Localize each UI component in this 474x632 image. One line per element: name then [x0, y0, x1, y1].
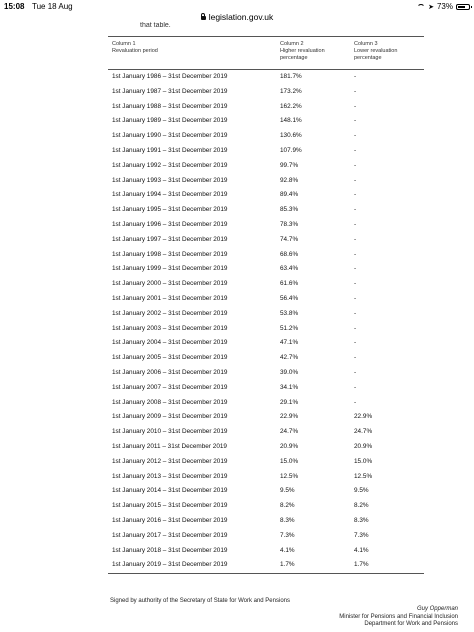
- header-col-desc: Lower revaluation percentage: [354, 48, 398, 61]
- cell-period: 1st January 2008 – 31st December 2019: [112, 398, 228, 406]
- table-row: [108, 248, 424, 263]
- cell-higher-percentage: 74.7%: [280, 235, 299, 243]
- cell-higher-percentage: 148.1%: [280, 117, 302, 125]
- cell-period: 1st January 1997 – 31st December 2019: [112, 235, 228, 243]
- cell-lower-percentage: 7.3%: [354, 531, 369, 539]
- cell-lower-percentage: -: [354, 161, 357, 169]
- cell-period: 1st January 2012 – 31st December 2019: [112, 457, 228, 465]
- cell-higher-percentage: 24.7%: [280, 428, 299, 436]
- cell-period: 1st January 1999 – 31st December 2019: [112, 265, 228, 273]
- cell-period: 1st January 2015 – 31st December 2019: [112, 502, 228, 510]
- table-row: [108, 514, 424, 529]
- cell-period: 1st January 2013 – 31st December 2019: [112, 472, 228, 480]
- table-row: [108, 292, 424, 307]
- cell-lower-percentage: -: [354, 368, 357, 376]
- header-column-3: [354, 41, 420, 62]
- cell-higher-percentage: 173.2%: [280, 87, 302, 95]
- table-row: [108, 144, 424, 159]
- table-row: [108, 277, 424, 292]
- cell-higher-percentage: 7.3%: [280, 531, 295, 539]
- signer-department: Department for Work and Pensions: [364, 621, 458, 627]
- cell-lower-percentage: -: [354, 265, 357, 273]
- cell-higher-percentage: 22.9%: [280, 413, 299, 421]
- cell-period: 1st January 1996 – 31st December 2019: [112, 220, 228, 228]
- status-bar: [0, 0, 474, 22]
- cell-higher-percentage: 34.1%: [280, 383, 299, 391]
- cell-period: 1st January 2003 – 31st December 2019: [112, 324, 228, 332]
- cell-lower-percentage: 24.7%: [354, 428, 373, 436]
- table-row: [108, 85, 424, 100]
- cell-higher-percentage: 78.3%: [280, 220, 299, 228]
- cell-period: 1st January 2017 – 31st December 2019: [112, 531, 228, 539]
- header-col-label: Column 2: [280, 41, 304, 47]
- header-col-desc: Revaluation period: [112, 48, 158, 54]
- cell-higher-percentage: 39.0%: [280, 368, 299, 376]
- table-row: [108, 410, 424, 425]
- cell-higher-percentage: 42.7%: [280, 354, 299, 362]
- cell-period: 1st January 1992 – 31st December 2019: [112, 161, 228, 169]
- cell-higher-percentage: 51.2%: [280, 324, 299, 332]
- lock-icon: [201, 16, 206, 20]
- cell-period: 1st January 1987 – 31st December 2019: [112, 87, 228, 95]
- cell-lower-percentage: -: [354, 146, 357, 154]
- address-url: legislation.gov.uk: [208, 12, 274, 22]
- cell-period: 1st January 2001 – 31st December 2019: [112, 294, 228, 302]
- header-col-label: Column 1: [112, 41, 136, 47]
- signature-block: [339, 606, 458, 629]
- cell-lower-percentage: -: [354, 220, 357, 228]
- cell-lower-percentage: -: [354, 73, 357, 80]
- revaluation-table: [108, 36, 424, 574]
- cell-lower-percentage: -: [354, 354, 357, 362]
- table-row: [108, 336, 424, 351]
- cell-lower-percentage: 15.0%: [354, 457, 373, 465]
- cell-period: 1st January 1993 – 31st December 2019: [112, 176, 228, 184]
- cell-higher-percentage: 99.7%: [280, 161, 299, 169]
- cell-lower-percentage: -: [354, 206, 357, 214]
- cell-period: 1st January 1990 – 31st December 2019: [112, 132, 228, 140]
- table-row: [108, 70, 424, 85]
- cell-lower-percentage: -: [354, 235, 357, 243]
- table-row: [108, 544, 424, 559]
- cell-period: 1st January 1994 – 31st December 2019: [112, 191, 228, 199]
- table-row: [108, 203, 424, 218]
- cell-higher-percentage: 15.0%: [280, 457, 299, 465]
- cell-lower-percentage: -: [354, 176, 357, 184]
- cell-period: 1st January 1988 – 31st December 2019: [112, 102, 228, 110]
- table-row: [108, 322, 424, 337]
- cell-period: 1st January 2011 – 31st December 2019: [112, 442, 227, 450]
- table-row: [108, 174, 424, 189]
- table-row: [108, 100, 424, 115]
- battery-percent: 73%: [436, 2, 453, 11]
- cell-higher-percentage: 8.3%: [280, 516, 295, 524]
- header-column-2: [280, 41, 346, 62]
- cell-higher-percentage: 12.5%: [280, 472, 299, 480]
- cell-higher-percentage: 61.6%: [280, 280, 299, 288]
- cell-lower-percentage: -: [354, 309, 357, 317]
- cell-higher-percentage: 20.9%: [280, 442, 299, 450]
- cell-lower-percentage: -: [354, 87, 357, 95]
- table-row: [108, 396, 424, 411]
- cell-higher-percentage: 8.2%: [280, 502, 295, 510]
- cell-lower-percentage: -: [354, 383, 357, 391]
- cut-off-text: that table.: [140, 22, 171, 27]
- table-row: [108, 351, 424, 366]
- cell-period: 1st January 2005 – 31st December 2019: [112, 354, 228, 362]
- table-header-row: [108, 37, 424, 69]
- status-indicators: [417, 2, 470, 11]
- header-col-label: Column 3: [354, 41, 378, 47]
- wifi-icon: [417, 4, 425, 10]
- cell-period: 1st January 2000 – 31st December 2019: [112, 280, 228, 288]
- cell-period: 1st January 1998 – 31st December 2019: [112, 250, 228, 258]
- cell-higher-percentage: 29.1%: [280, 398, 299, 406]
- cell-higher-percentage: 53.8%: [280, 309, 299, 317]
- cell-lower-percentage: -: [354, 250, 357, 258]
- location-icon: ➤: [428, 3, 434, 11]
- table-row: [108, 159, 424, 174]
- cell-higher-percentage: 63.4%: [280, 265, 299, 273]
- cell-higher-percentage: 92.8%: [280, 176, 299, 184]
- cell-period: 1st January 2016 – 31st December 2019: [112, 516, 228, 524]
- signer-name: Guy Opperman: [416, 606, 458, 612]
- table-row: [108, 529, 424, 544]
- cell-period: 1st January 1991 – 31st December 2019: [112, 146, 228, 154]
- table-body: [108, 70, 424, 573]
- cell-period: 1st January 2014 – 31st December 2019: [112, 487, 228, 495]
- cell-higher-percentage: 89.4%: [280, 191, 299, 199]
- address-bar[interactable]: [0, 12, 474, 22]
- cell-higher-percentage: 162.2%: [280, 102, 302, 110]
- cell-lower-percentage: 9.5%: [354, 487, 369, 495]
- table-bottom-rule: [108, 573, 424, 574]
- battery-fill: [458, 6, 465, 8]
- header-col-desc: Higher revaluation percentage: [280, 48, 325, 61]
- table-row: [108, 366, 424, 381]
- status-time: 15:08: [4, 2, 25, 11]
- cell-lower-percentage: -: [354, 339, 357, 347]
- cell-lower-percentage: -: [354, 398, 357, 406]
- cell-lower-percentage: 8.3%: [354, 516, 369, 524]
- table-row: [108, 425, 424, 440]
- table-row: [108, 484, 424, 499]
- table-row: [108, 233, 424, 248]
- table-row: [108, 440, 424, 455]
- cell-period: 1st January 2002 – 31st December 2019: [112, 309, 228, 317]
- table-row: [108, 262, 424, 277]
- cell-higher-percentage: 9.5%: [280, 487, 295, 495]
- table-row: [108, 188, 424, 203]
- status-date: Tue 18 Aug: [32, 2, 73, 11]
- cell-lower-percentage: -: [354, 280, 357, 288]
- table-row: [108, 499, 424, 514]
- cell-higher-percentage: 85.3%: [280, 206, 299, 214]
- cell-lower-percentage: 22.9%: [354, 413, 373, 421]
- cell-lower-percentage: 4.1%: [354, 546, 369, 554]
- cell-higher-percentage: 56.4%: [280, 294, 299, 302]
- table-row: [108, 470, 424, 485]
- battery-icon: [456, 4, 470, 10]
- cell-higher-percentage: 68.6%: [280, 250, 299, 258]
- cell-period: 1st January 1986 – 31st December 2019: [112, 73, 228, 80]
- cell-period: 1st January 2009 – 31st December 2019: [112, 413, 228, 421]
- cell-lower-percentage: -: [354, 132, 357, 140]
- cell-lower-percentage: 12.5%: [354, 472, 373, 480]
- cell-lower-percentage: -: [354, 102, 357, 110]
- table-row: [108, 129, 424, 144]
- header-column-1: [112, 41, 158, 55]
- table-row: [108, 218, 424, 233]
- cell-lower-percentage: 1.7%: [354, 561, 369, 569]
- cell-period: 1st January 2019 – 31st December 2019: [112, 561, 228, 569]
- cell-higher-percentage: 4.1%: [280, 546, 295, 554]
- cell-period: 1st January 2006 – 31st December 2019: [112, 368, 228, 376]
- table-row: [108, 558, 424, 573]
- cell-period: 1st January 2004 – 31st December 2019: [112, 339, 228, 347]
- table-row: [108, 381, 424, 396]
- cell-higher-percentage: 181.7%: [280, 73, 302, 80]
- cell-lower-percentage: -: [354, 324, 357, 332]
- cell-lower-percentage: 20.9%: [354, 442, 373, 450]
- cell-period: 1st January 2010 – 31st December 2019: [112, 428, 228, 436]
- cell-period: 1st January 2007 – 31st December 2019: [112, 383, 228, 391]
- cell-period: 1st January 1989 – 31st December 2019: [112, 117, 228, 125]
- cell-higher-percentage: 107.9%: [280, 146, 302, 154]
- cell-lower-percentage: -: [354, 294, 357, 302]
- cell-lower-percentage: 8.2%: [354, 502, 369, 510]
- signed-by-text: Signed by authority of the Secretary of State for Work and Pensions: [110, 598, 290, 604]
- cell-lower-percentage: -: [354, 117, 357, 125]
- cell-higher-percentage: 1.7%: [280, 561, 295, 569]
- table-row: [108, 114, 424, 129]
- signer-title: Minister for Pensions and Financial Inclusion: [339, 613, 458, 620]
- cell-period: 1st January 2018 – 31st December 2019: [112, 546, 228, 554]
- table-row: [108, 307, 424, 322]
- cell-lower-percentage: -: [354, 191, 357, 199]
- table-row: [108, 455, 424, 470]
- cell-higher-percentage: 130.6%: [280, 132, 302, 140]
- cell-higher-percentage: 47.1%: [280, 339, 299, 347]
- cell-period: 1st January 1995 – 31st December 2019: [112, 206, 228, 214]
